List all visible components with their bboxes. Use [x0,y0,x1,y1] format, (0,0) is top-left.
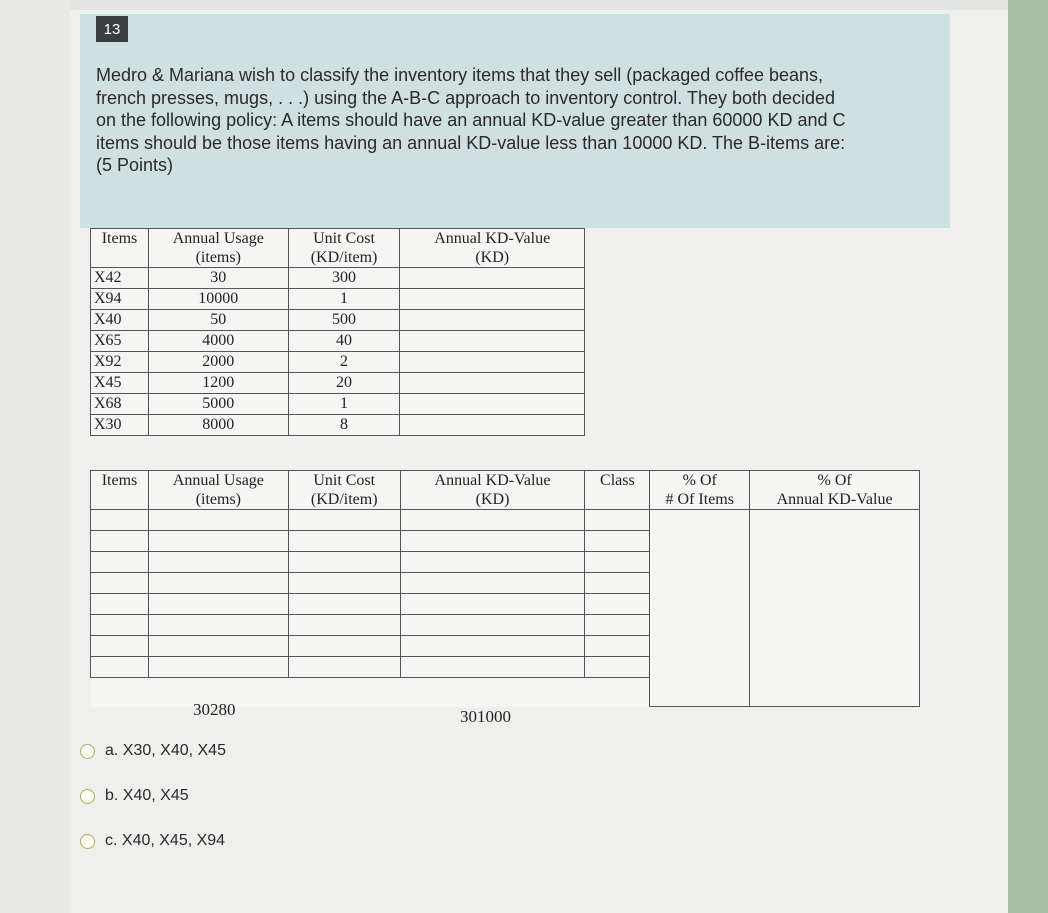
option-a[interactable] [80,742,226,760]
frame-left [0,0,70,913]
item-code-cell: X92 [91,352,149,373]
option-b[interactable] [80,787,189,805]
empty-cell [91,594,149,615]
empty-cell [148,510,288,531]
question-text: Medro & Mariana wish to classify the inventory items that they sell (packaged coffee beans, french presses, mugs, . . .) using the A-B-C approach to inventory control. They both decided on the following policy: A items should have an annual KD-value greater than 60000 KD and C items should be those items having an annual KD-value less than 10000 KD. The B-items are: (5 Points) [96,65,846,175]
table-row [91,615,920,636]
empty-cell [585,531,650,552]
annual-usage-cell: 30 [148,268,288,289]
empty-cell [400,594,585,615]
empty-cell [750,678,920,707]
empty-cell [400,573,585,594]
empty-cell [288,594,400,615]
radio-icon[interactable] [80,744,95,759]
empty-cell [585,636,650,657]
empty-cell [585,615,650,636]
question-number: 13 [96,16,128,42]
header-annual-kd-value: Annual KD-Value (KD) [400,471,585,510]
annual-kd-value-cell [400,415,585,436]
header-annual-kd-value: Annual KD-Value (KD) [400,229,585,268]
annual-usage-cell: 4000 [148,331,288,352]
header-annual-usage: Annual Usage (items) [148,229,288,268]
empty-cell [400,636,585,657]
empty-cell [650,657,750,678]
table-row [91,657,920,678]
inventory-table [90,228,585,436]
table-row [91,373,585,394]
unit-cost-cell: 20 [288,373,400,394]
empty-cell [750,573,920,594]
annual-kd-value-cell [400,394,585,415]
empty-cell [750,510,920,531]
abc-classification-table [90,470,920,707]
empty-cell [400,531,585,552]
header-unit-cost: Unit Cost (KD/item) [288,229,400,268]
table-row [91,552,920,573]
empty-cell [750,594,920,615]
empty-cell [91,552,149,573]
option-label: c. X40, X45, X94 [105,832,226,849]
empty-cell [288,615,400,636]
frame-right [1008,0,1048,913]
empty-cell [288,678,400,707]
empty-cell [650,573,750,594]
table-row [91,573,920,594]
table-row [91,415,585,436]
option-label: a. X30, X40, X45 [105,742,226,759]
annual-kd-value-cell [400,289,585,310]
annual-usage-cell: 2000 [148,352,288,373]
item-code-cell: X40 [91,310,149,331]
table-header-row [91,471,920,510]
empty-cell [750,552,920,573]
empty-cell [288,657,400,678]
unit-cost-cell: 1 [288,289,400,310]
item-code-cell: X42 [91,268,149,289]
item-code-cell: X94 [91,289,149,310]
table-row [91,594,920,615]
empty-cell [585,594,650,615]
unit-cost-cell: 8 [288,415,400,436]
table-row [91,331,585,352]
item-code-cell: X68 [91,394,149,415]
header-items: Items [91,229,149,268]
unit-cost-cell: 500 [288,310,400,331]
annual-kd-value-cell [400,310,585,331]
empty-cell [148,615,288,636]
item-code-cell: X65 [91,331,149,352]
annual-kd-value-cell [400,352,585,373]
empty-cell [91,657,149,678]
empty-cell [91,678,149,707]
annual-usage-cell: 50 [148,310,288,331]
empty-cell [750,615,920,636]
empty-cell [91,636,149,657]
empty-cell [585,678,650,707]
empty-cell [650,678,750,707]
table-row [91,352,585,373]
item-code-cell: X45 [91,373,149,394]
empty-cell [148,552,288,573]
empty-cell [400,657,585,678]
header-items: Items [91,471,149,510]
empty-cell [585,510,650,531]
total-annual-usage: 30280 [193,700,236,719]
unit-cost-cell: 2 [288,352,400,373]
empty-cell [288,573,400,594]
table-row [91,531,920,552]
option-c[interactable] [80,832,225,850]
empty-cell [288,636,400,657]
table-row [91,510,920,531]
empty-cell [650,552,750,573]
empty-cell [148,594,288,615]
empty-cell [650,636,750,657]
table-row [91,310,585,331]
empty-cell [400,552,585,573]
empty-cell [750,531,920,552]
frame-top [0,0,1048,10]
empty-cell [650,531,750,552]
header-unit-cost: Unit Cost (KD/item) [288,471,400,510]
empty-cell [91,573,149,594]
empty-cell [650,510,750,531]
table-header-row [91,229,585,268]
annual-usage-cell: 8000 [148,415,288,436]
annual-kd-value-cell [400,268,585,289]
empty-cell [288,552,400,573]
header-annual-usage: Annual Usage (items) [148,471,288,510]
radio-icon[interactable] [80,834,95,849]
empty-cell [585,657,650,678]
empty-cell [650,594,750,615]
table-row [91,636,920,657]
empty-cell [585,552,650,573]
empty-cell [148,657,288,678]
empty-cell [750,657,920,678]
empty-cell [400,615,585,636]
header-pct-items: % Of # Of Items [650,471,750,510]
empty-cell [585,573,650,594]
unit-cost-cell: 300 [288,268,400,289]
empty-cell [288,531,400,552]
unit-cost-cell: 1 [288,394,400,415]
empty-cell [91,510,149,531]
radio-icon[interactable] [80,789,95,804]
total-annual-kd-value: 301000 [460,707,511,726]
annual-kd-value-cell [400,331,585,352]
empty-cell [148,636,288,657]
empty-cell [91,531,149,552]
empty-cell [400,510,585,531]
table-row [91,289,585,310]
option-label: b. X40, X45 [105,787,189,804]
annual-usage-cell: 5000 [148,394,288,415]
annual-kd-value-cell [400,373,585,394]
empty-cell [650,615,750,636]
table-row [91,394,585,415]
empty-cell [400,678,585,707]
item-code-cell: X30 [91,415,149,436]
empty-cell [91,615,149,636]
unit-cost-cell: 40 [288,331,400,352]
empty-cell [288,510,400,531]
annual-usage-cell: 10000 [148,289,288,310]
empty-cell [148,573,288,594]
empty-cell [148,531,288,552]
header-pct-value: % Of Annual KD-Value [750,471,920,510]
annual-usage-cell: 1200 [148,373,288,394]
empty-cell [750,636,920,657]
table-row [91,268,585,289]
header-class: Class [585,471,650,510]
